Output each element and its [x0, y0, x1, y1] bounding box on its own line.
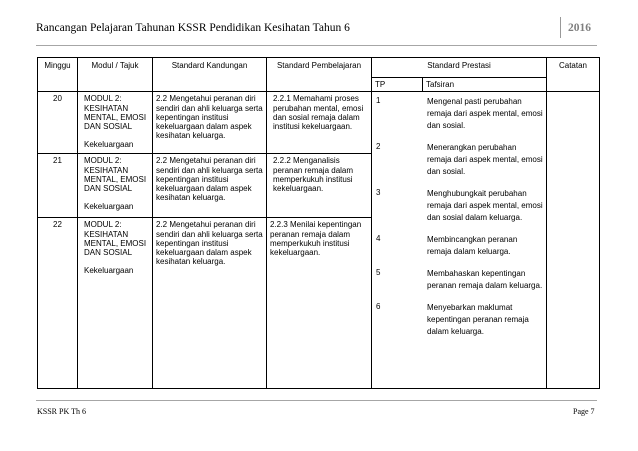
document-year: 2016: [568, 22, 591, 34]
col-header-prestasi: Standard Prestasi: [372, 58, 547, 78]
cell-kandungan: 2.2 Mengetahui peranan diri sendiri dan ahli keluarga serta kepentingan institusi kekeluargaan dalam aspek kesihatan keluarga.: [153, 92, 267, 154]
header-separator: [560, 17, 561, 38]
tp-number: 5: [376, 268, 381, 278]
subheader-tafsiran: Tafsiran: [423, 78, 547, 92]
cell-pembelajaran: 2.2.1 Memahami proses perubahan mental, emosi dan sosial remaja dalam institusi kekeluargaan.: [267, 92, 372, 154]
lesson-plan-table: [37, 57, 600, 389]
footer-rule: [36, 400, 597, 401]
modul-title: MODUL 2: KESIHATAN MENTAL, EMOSI DAN SOSIAL: [84, 156, 147, 194]
cell-modul: [78, 218, 153, 389]
modul-subtitle: Kekeluargaan: [84, 202, 134, 212]
tafsiran-text: Membincangkan peranan remaja dalam keluarga.: [427, 235, 518, 257]
tafsiran-text: Mengenal pasti perubahan remaja dari aspek mental, emosi dan sosial.: [427, 97, 543, 131]
list-item: [375, 234, 543, 258]
cell-pembelajaran: 2.2.2 Menganalisis peranan remaja dalam memperkukuh institusi kekeluargaan.: [267, 154, 372, 218]
list-item: [375, 188, 543, 224]
tafsiran-text: Menerangkan perubahan remaja dari aspek mental, emosi dan sosial.: [427, 143, 543, 177]
modul-title: MODUL 2: KESIHATAN MENTAL, EMOSI DAN SOSIAL: [84, 94, 147, 132]
subheader-tp: TP: [372, 78, 423, 92]
tp-number: 2: [376, 142, 381, 152]
cell-kandungan: 2.2 Mengetahui peranan diri sendiri dan ahli keluarga serta kepentingan institusi kekeluargaan dalam aspek kesihatan keluarga.: [153, 218, 267, 389]
list-item: [375, 96, 543, 132]
list-item: [375, 142, 543, 178]
modul-subtitle: Kekeluargaan: [84, 266, 134, 276]
col-header-kandungan: Standard Kandungan: [153, 58, 267, 92]
cell-minggu: 21: [38, 154, 78, 218]
tp-number: 6: [376, 302, 381, 312]
document-title: Rancangan Pelajaran Tahunan KSSR Pendidikan Kesihatan Tahun 6: [36, 22, 350, 34]
page-header: [36, 8, 594, 34]
cell-modul: [78, 154, 153, 218]
cell-minggu: 20: [38, 92, 78, 154]
table-row: [38, 92, 600, 154]
cell-minggu: 22: [38, 218, 78, 389]
tp-number: 4: [376, 234, 381, 244]
prestasi-list: [375, 96, 543, 338]
list-item: [375, 268, 543, 292]
col-header-modul: Modul / Tajuk: [78, 58, 153, 92]
table-header-row: [38, 58, 600, 78]
cell-kandungan: 2.2 Mengetahui peranan diri sendiri dan ahli keluarga serta kepentingan institusi kekeluargaan dalam aspek kesihatan keluarga.: [153, 154, 267, 218]
header-rule: [36, 45, 597, 46]
cell-catatan: [547, 92, 600, 389]
modul-title: MODUL 2: KESIHATAN MENTAL, EMOSI DAN SOSIAL: [84, 220, 147, 258]
cell-prestasi: [372, 92, 547, 389]
tafsiran-text: Menyebarkan maklumat kepentingan peranan remaja dalam keluarga.: [427, 303, 529, 337]
tp-number: 3: [376, 188, 381, 198]
page-number: Page 7: [573, 407, 595, 416]
cell-pembelajaran: 2.2.3 Menilai kepentingan peranan remaja dalam memperkukuh institusi kekeluargaan.: [267, 218, 372, 389]
footer-label: KSSR PK Th 6: [37, 407, 86, 416]
list-item: [375, 302, 543, 338]
tp-number: 1: [376, 96, 381, 106]
col-header-minggu: Minggu: [38, 58, 78, 92]
col-header-catatan: Catatan: [547, 58, 600, 92]
modul-subtitle: Kekeluargaan: [84, 140, 134, 150]
tafsiran-text: Menghubungkait perubahan remaja dari aspek mental, emosi dan sosial dalam keluarga.: [427, 189, 543, 223]
col-header-pembelajaran: Standard Pembelajaran: [267, 58, 372, 92]
tafsiran-text: Membahaskan kepentingan peranan remaja dalam keluarga.: [427, 269, 543, 291]
cell-modul: [78, 92, 153, 154]
